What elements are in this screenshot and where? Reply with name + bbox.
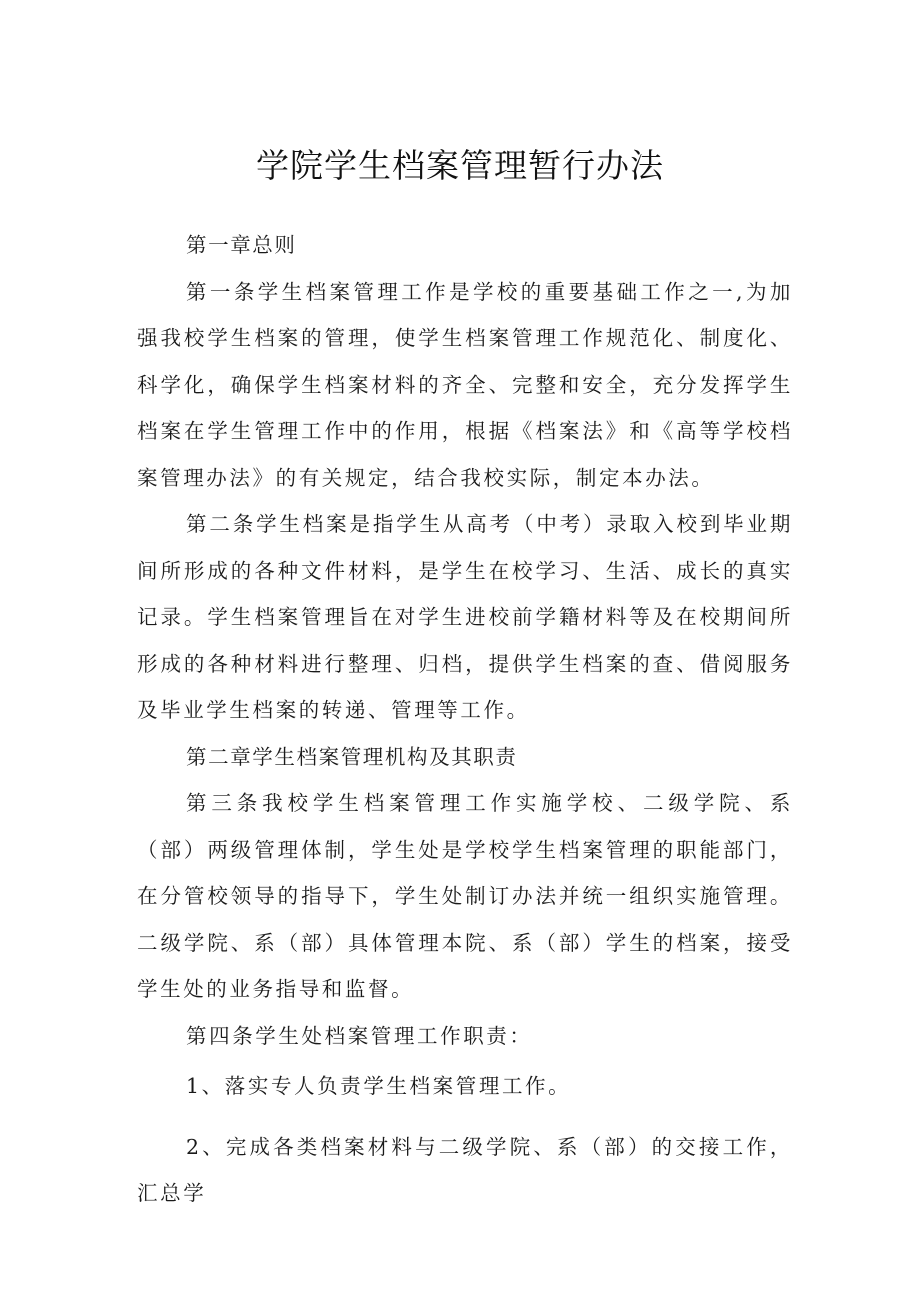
document-title: 学院学生档案管理暂行办法: [256, 146, 664, 185]
article-3-paragraph: 第三条我校学生档案管理工作实施学校、二级学院、系（部）两级管理体制，学生处是学校学生档案管理的职能部门，在分管校领导的指导下，学生处制订办法并统一组织实施管理。二级学院、系（部）具体管理本院、系（部）学生的档案，接受学生处的业务指导和监督。: [137, 791, 793, 1001]
duty-item-2: 2、完成各类档案材料与二级学院、系（部）的交接工作，汇总学: [137, 1134, 793, 1205]
article-1-paragraph: 第一条学生档案管理工作是学校的重要基础工作之一,为加强我校学生档案的管理，使学生档案管理工作规范化、制度化、科学化，确保学生档案材料的齐全、完整和安全，充分发挥学生档案在学生管理工作中的作用，根据《档案法》和《高等学校档案管理办法》的有关规定，结合我校实际，制定本办法。: [137, 279, 793, 490]
chapter-heading-general: 第一章总则: [186, 233, 297, 257]
duty-item-1: 1、落实专人负责学生档案管理工作。: [186, 1074, 572, 1098]
article-2-paragraph: 第二条学生档案是指学生从高考（中考）录取入校到毕业期间所形成的各种文件材料，是学生在校学习、生活、成长的真实记录。学生档案管理旨在对学生进校前学籍材料等及在校期间所形成的各种材料进行整理、归档，提供学生档案的查、借阅服务及毕业学生档案的转递、管理等工作。: [137, 512, 793, 722]
article-4-heading: 第四条学生处档案管理工作职责：: [186, 1023, 533, 1048]
document-body: [137, 222, 793, 1217]
chapter-heading-organization: 第二章学生档案管理机构及其职责: [186, 744, 518, 769]
